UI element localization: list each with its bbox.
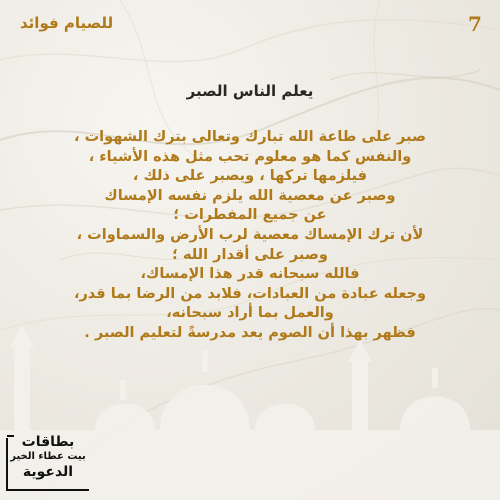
body-text [30, 128, 470, 344]
body-line: صبر على طاعة الله تبارك وتعالى بترك الشهوات ، [74, 129, 426, 145]
body-line: والنفس كما هو معلوم تحب مثل هذه الأشياء ، [88, 148, 412, 165]
topic-heading: يعلم الناس الصبر [186, 82, 314, 100]
body-line: وصبر على أقدار الله ؛ [172, 246, 328, 263]
series-title: للصيام فوائد [20, 14, 114, 32]
logo-line-3: الدعوية [22, 464, 74, 480]
body-line: فظهر بهذا أن الصوم يعد مدرسةً لتعليم الصبر . [84, 324, 416, 341]
body-line: فيلزمها تركها ، ويصبر على ذلك ، [132, 168, 368, 185]
body-line: فالله سبحانه قدر هذا الإمساك، [140, 266, 360, 283]
body-line: والعمل بما أراد سبحانه، [166, 305, 334, 322]
body-line: لأن ترك الإمساك معصية لرب الأرض والسماوات ، [76, 226, 424, 243]
body-line: وصبر عن معصية الله يلزم نفسه الإمساك [104, 187, 396, 204]
body-line: عن جميع المفطرات ؛ [173, 207, 327, 224]
page-number: 7 [468, 12, 482, 36]
publisher-logo [6, 434, 90, 492]
header [0, 8, 500, 38]
logo-line-2: بيت عطاء الخير [10, 451, 86, 462]
logo-line-1: بطاقات [21, 434, 75, 450]
body-line: وجعله عبادة من العبادات، فلابد من الرضا بما قدر، [73, 285, 427, 302]
